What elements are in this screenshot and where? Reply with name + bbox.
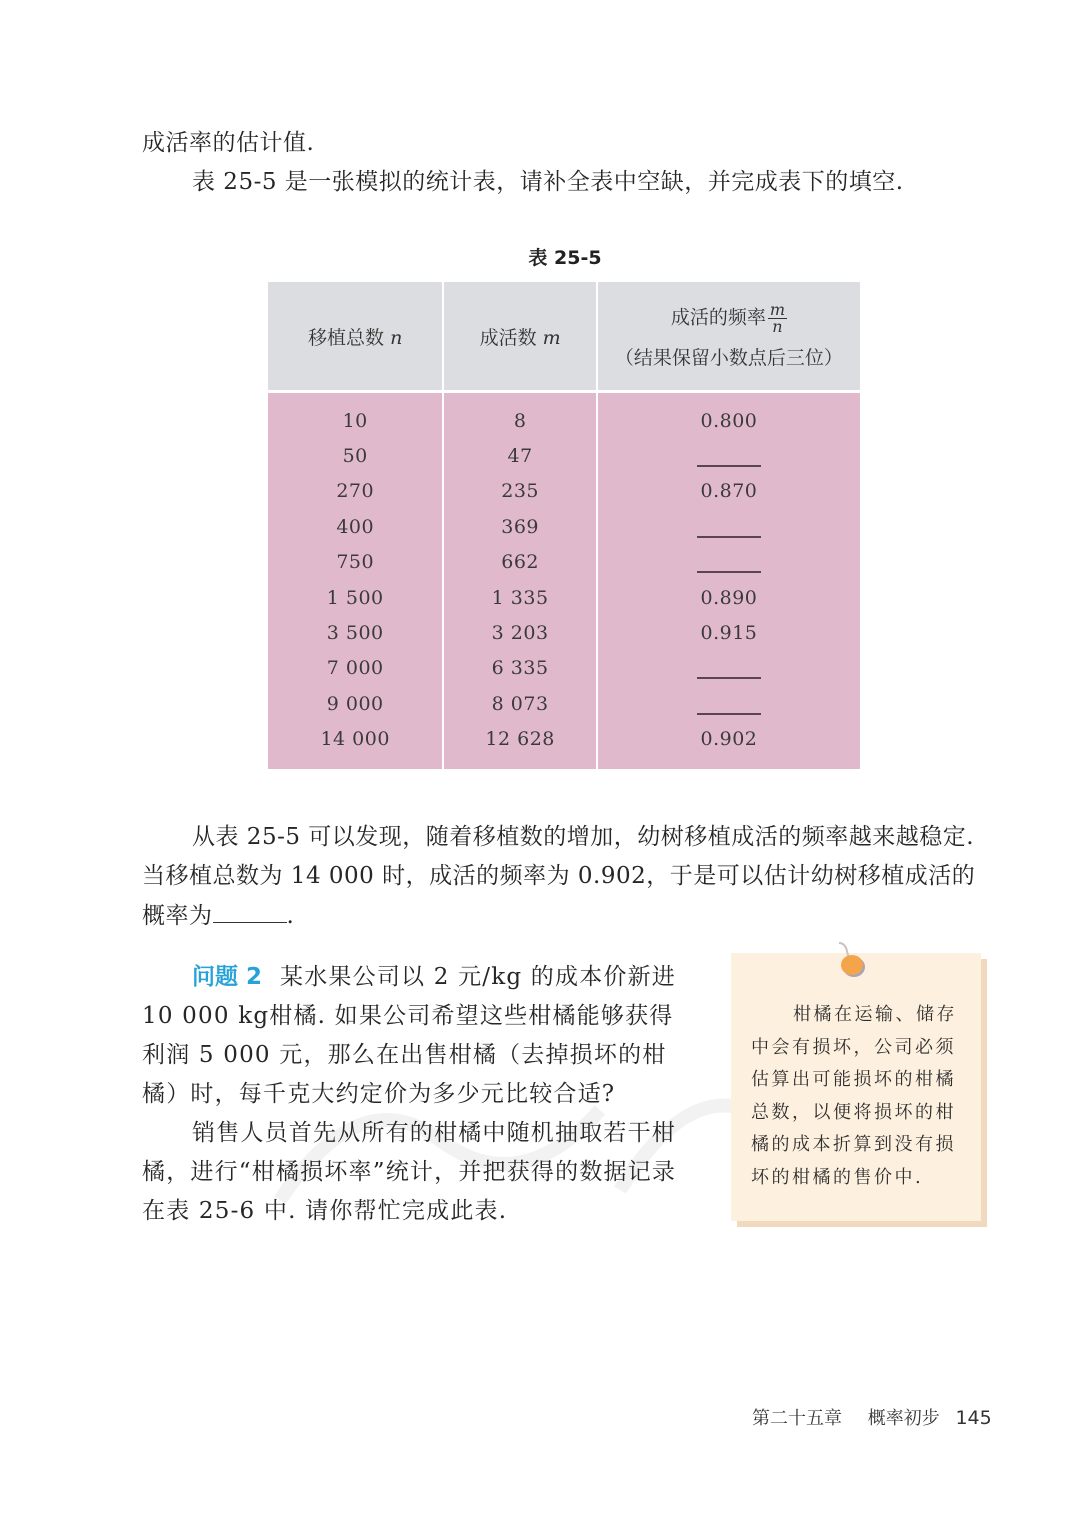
- side-note-text: 柑橘在运输、储存中会有损坏，公司必须估算出可能损坏的柑橘总数，以便将损坏的柑橘的成本折算到没有损坏的柑橘的售价中.: [751, 1004, 957, 1188]
- table-row: 270 235 0.870: [268, 474, 860, 509]
- paragraph-conclusion: 从表 25-5 可以发现，随着移植数的增加，幼树移植成活的频率越来越稳定. 当移植总数为 14 000 时，成活的频率为 0.902，于是可以估计幼树移植成活的概率为 .: [142, 824, 976, 929]
- chapter-title: 第二十五章: [752, 1408, 842, 1429]
- header-survival-count: 成活数 m: [443, 282, 596, 392]
- fraction-m-over-n: $\frac{m}{n}$: [769, 300, 786, 336]
- frequency-blank[interactable]: [597, 545, 860, 580]
- page-number: 145: [955, 1407, 992, 1429]
- table-row: 50 47: [268, 438, 860, 473]
- table-row: 3 500 3 203 0.915: [268, 615, 860, 650]
- paragraph-sales-survey: 销售人员首先从所有的柑橘中随机抽取若干柑橘，进行“柑橘损坏率”统计，并把获得的数据记录在表 25-6 中. 请你帮忙完成此表.: [142, 1120, 677, 1224]
- paragraph-question-2: 问题 2 某水果公司以 2 元/kg 的成本价新进 10 000 kg柑橘. 如果公司希望这些柑橘能够获得利润 5 000 元，那么在出售柑橘（去掉损坏的柑橘）时，每千克大约定价为多少元比较合适?: [142, 964, 676, 1107]
- table-row: 1 500 1 335 0.890: [268, 580, 860, 615]
- table-row: 10 8 0.800: [268, 392, 860, 439]
- table-caption: 表 25-5: [528, 247, 602, 269]
- frequency-blank[interactable]: [597, 438, 860, 473]
- header-survival-frequency: 成活的频率 $\frac{m}{n}$ （结果保留小数点后三位）: [597, 282, 860, 392]
- paragraph-table-instruction: 表 25-5 是一张模拟的统计表，请补全表中空缺，并完成表下的填空.: [192, 169, 904, 195]
- table-row: 9 000 8 073: [268, 686, 860, 721]
- table-header-row: [268, 282, 860, 392]
- header-transplant-total: 移植总数 n: [268, 282, 443, 392]
- page-footer: [752, 1404, 992, 1430]
- question-label: 问题 2: [192, 964, 263, 990]
- table-row: 7 000 6 335: [268, 651, 860, 686]
- frequency-blank[interactable]: [597, 509, 860, 544]
- table-row: 14 000 12 628 0.902: [268, 722, 860, 769]
- transplant-survival-table: [268, 282, 860, 769]
- header-rounding-note: （结果保留小数点后三位）: [614, 347, 843, 369]
- table-row: 400 369: [268, 509, 860, 544]
- section-title: 概率初步: [867, 1408, 940, 1429]
- probability-blank[interactable]: [213, 896, 287, 923]
- paragraph-intro-end: 成活率的估计值.: [142, 130, 315, 156]
- pushpin-icon: [835, 941, 869, 981]
- side-note-card: [731, 953, 981, 1221]
- frequency-blank[interactable]: [597, 686, 860, 721]
- table-row: 750 662: [268, 545, 860, 580]
- frequency-blank[interactable]: [597, 651, 860, 686]
